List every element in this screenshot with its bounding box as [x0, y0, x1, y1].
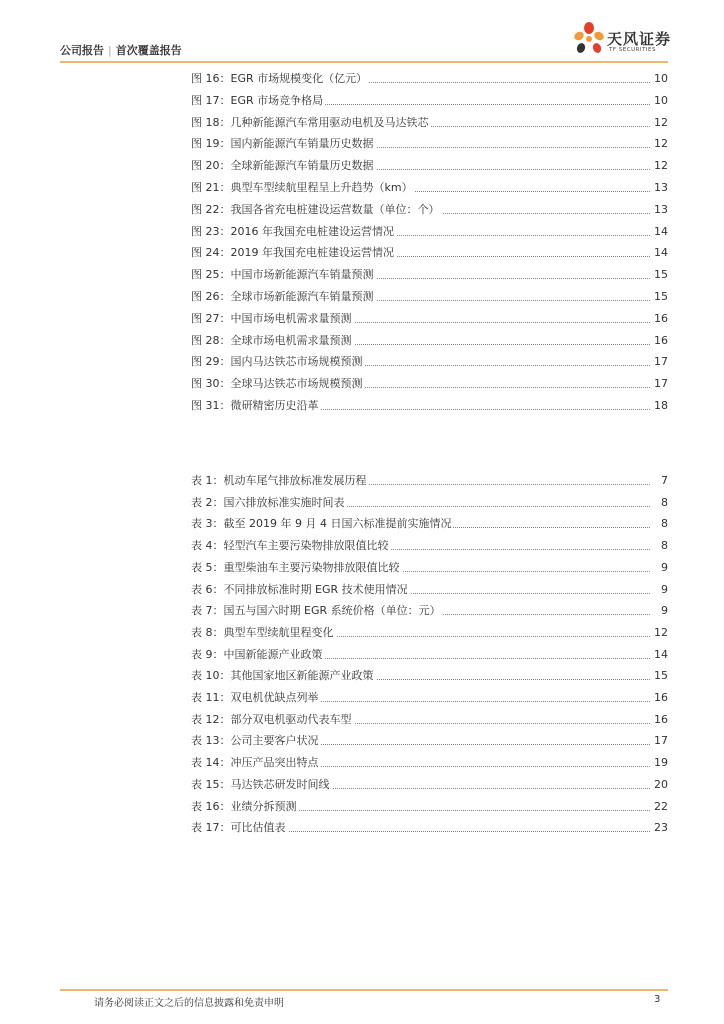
toc-entry-page: 15	[652, 287, 668, 307]
toc-entry-label: 表 12：部分双电机驱动代表车型	[191, 710, 354, 730]
toc-entry-page: 14	[652, 243, 668, 263]
toc-entry-page: 16	[652, 710, 668, 730]
toc-entry-label: 表 11：双电机优缺点列举	[191, 688, 321, 708]
figure-entry[interactable]	[191, 287, 668, 307]
toc-entry-page: 20	[652, 775, 668, 795]
toc-entry-page: 12	[652, 156, 668, 176]
toc-entry-label: 图 20：全球新能源汽车销量历史数据	[191, 156, 376, 176]
report-category: 公司报告	[60, 44, 104, 57]
toc-entry-label: 表 8：典型车型续航里程变化	[191, 623, 336, 643]
figure-entry[interactable]	[191, 134, 668, 154]
table-entry[interactable]	[191, 710, 668, 730]
toc-entry-page: 14	[652, 645, 668, 665]
toc-entry-page: 15	[652, 666, 668, 686]
table-entry[interactable]	[191, 688, 668, 708]
figure-entry[interactable]	[191, 352, 668, 372]
page-number: 3	[654, 994, 661, 1005]
table-entry[interactable]	[191, 580, 668, 600]
table-entry[interactable]	[191, 493, 668, 513]
toc-entry-label: 表 1：机动车尾气排放标准发展历程	[191, 471, 369, 491]
toc-entry-page: 12	[652, 134, 668, 154]
toc-entry-page: 9	[659, 558, 668, 578]
toc-entry-label: 图 31：微研精密历史沿革	[191, 396, 321, 416]
toc-entry-label: 图 21：典型车型续航里程呈上升趋势（km）	[191, 178, 415, 198]
toc-entry-page: 16	[652, 331, 668, 351]
table-entry[interactable]	[191, 775, 668, 795]
toc-entry-page: 9	[659, 580, 668, 600]
figure-entry[interactable]	[191, 156, 668, 176]
figure-entry[interactable]	[191, 200, 668, 220]
toc-entry-page: 18	[652, 396, 668, 416]
figure-entry[interactable]	[191, 178, 668, 198]
report-subcategory: 首次覆盖报告	[115, 44, 182, 57]
toc-entry-label: 图 16：EGR 市场规模变化（亿元）	[191, 69, 369, 89]
toc-entry-label: 表 9：中国新能源产业政策	[191, 645, 325, 665]
table-entry[interactable]	[191, 601, 668, 621]
toc-entry-label: 图 19：国内新能源汽车销量历史数据	[191, 134, 376, 154]
toc-entry-page: 19	[652, 753, 668, 773]
toc-entry-page: 16	[652, 309, 668, 329]
toc-entry-label: 表 16：业绩分拆预测	[191, 797, 299, 817]
toc-entry-label: 表 3：截至 2019 年 9 月 4 日国六标准提前实施情况	[191, 514, 453, 534]
toc-entry-page: 8	[659, 514, 668, 534]
toc-entry-page: 13	[652, 200, 668, 220]
toc-entry-page: 17	[652, 374, 668, 394]
toc-entry-label: 图 22：我国各省充电桩建设运营数量（单位：个）	[191, 200, 442, 220]
toc-entry-label: 图 28：全球市场电机需求量预测	[191, 331, 354, 351]
toc-entry-page: 8	[659, 536, 668, 556]
table-entry[interactable]	[191, 818, 668, 838]
toc-entry-label: 表 6：不同排放标准时期 EGR 技术使用情况	[191, 580, 410, 600]
figure-entry[interactable]	[191, 331, 668, 351]
toc-entry-label: 图 17：EGR 市场竞争格局	[191, 91, 325, 111]
toc-entry-page: 23	[652, 818, 668, 838]
figure-entry[interactable]	[191, 69, 668, 89]
figure-entry[interactable]	[191, 222, 668, 242]
figure-entry[interactable]	[191, 243, 668, 263]
toc-entry-page: 9	[659, 601, 668, 621]
figure-entry[interactable]	[191, 113, 668, 133]
flower-logo-icon	[571, 20, 607, 60]
table-entry[interactable]	[191, 731, 668, 751]
figure-entry[interactable]	[191, 91, 668, 111]
toc-entry-label: 图 23：2016 年我国充电桩建设运营情况	[191, 222, 396, 242]
table-entry[interactable]	[191, 753, 668, 773]
toc-entry-page: 7	[659, 471, 668, 491]
toc-entry-label: 表 2：国六排放标准实施时间表	[191, 493, 347, 513]
toc-entry-label: 图 24：2019 年我国充电桩建设运营情况	[191, 243, 396, 263]
table-entry[interactable]	[191, 514, 668, 534]
logo-name-cn: 天风证券	[607, 30, 672, 48]
toc-entry-label: 表 7：国五与国六时期 EGR 系统价格（单位：元）	[191, 601, 443, 621]
toc-entry-label: 表 10：其他国家地区新能源产业政策	[191, 666, 376, 686]
toc-entry-label: 表 14：冲压产品突出特点	[191, 753, 321, 773]
table-entry[interactable]	[191, 536, 668, 556]
toc-entry-page: 12	[652, 113, 668, 133]
toc-entry-page: 12	[652, 623, 668, 643]
toc-entry-page: 10	[652, 91, 668, 111]
toc-entry-page: 10	[652, 69, 668, 89]
toc-entry-label: 表 13：公司主要客户状况	[191, 731, 321, 751]
logo-name-en: TF SECURITIES	[609, 47, 656, 53]
toc-entry-page: 14	[652, 222, 668, 242]
table-entry[interactable]	[191, 797, 668, 817]
table-entry[interactable]	[191, 645, 668, 665]
figure-entry[interactable]	[191, 396, 668, 416]
header-divider	[60, 61, 668, 63]
footer-divider	[60, 989, 668, 991]
toc-entry-label: 图 18：几种新能源汽车常用驱动电机及马达铁芯	[191, 113, 431, 133]
toc-entry-label: 表 4：轻型汽车主要污染物排放限值比较	[191, 536, 391, 556]
figure-entry[interactable]	[191, 309, 668, 329]
figure-entry[interactable]	[191, 374, 668, 394]
toc-entry-page: 13	[652, 178, 668, 198]
toc-entry-page: 17	[652, 731, 668, 751]
footer-disclaimer: 请务必阅读正文之后的信息披露和免责申明	[94, 998, 284, 1009]
table-entry[interactable]	[191, 471, 668, 491]
toc-entry-page: 22	[652, 797, 668, 817]
toc-entry-label: 图 25：中国市场新能源汽车销量预测	[191, 265, 376, 285]
report-type	[60, 42, 182, 58]
figure-entry[interactable]	[191, 265, 668, 285]
toc-entry-label: 表 17：可比估值表	[191, 818, 288, 838]
table-entry[interactable]	[191, 558, 668, 578]
toc-entry-page: 16	[652, 688, 668, 708]
toc-entry-page: 8	[659, 493, 668, 513]
toc-entry-label: 图 26：全球市场新能源汽车销量预测	[191, 287, 376, 307]
company-logo	[571, 20, 676, 60]
header-separator: |	[108, 44, 112, 57]
toc-entry-page: 15	[652, 265, 668, 285]
toc-entry-label: 表 15：马达铁芯研发时间线	[191, 775, 332, 795]
toc-entry-label: 图 30：全球马达铁芯市场规模预测	[191, 374, 365, 394]
table-entry[interactable]	[191, 623, 668, 643]
table-entry[interactable]	[191, 666, 668, 686]
toc-entry-page: 17	[652, 352, 668, 372]
toc-entry-label: 图 29：国内马达铁芯市场规模预测	[191, 352, 365, 372]
toc-entry-label: 图 27：中国市场电机需求量预测	[191, 309, 354, 329]
toc-entry-label: 表 5：重型柴油车主要污染物排放限值比较	[191, 558, 402, 578]
